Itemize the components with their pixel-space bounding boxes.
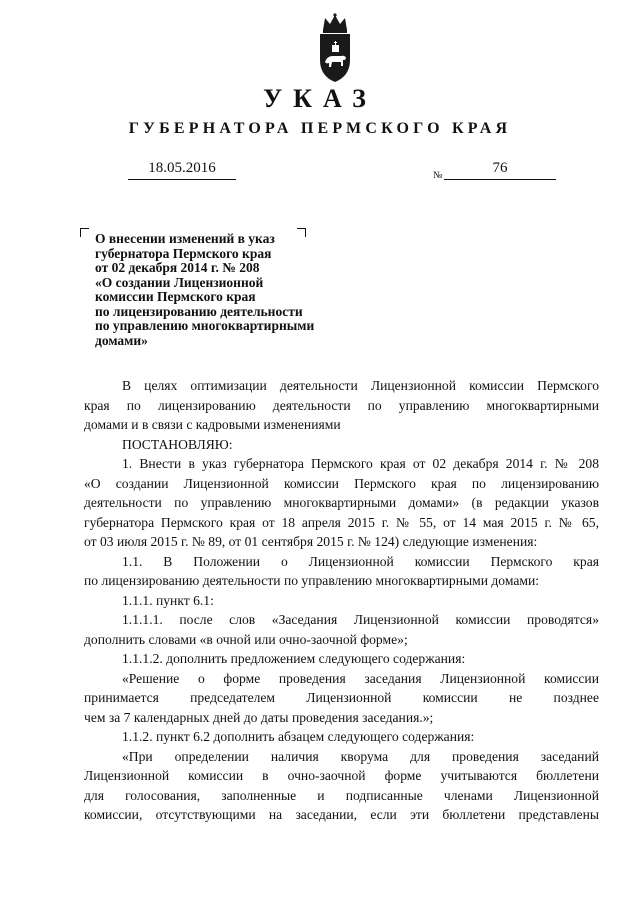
heading-line: домами» (95, 332, 148, 348)
body-line: для голосования, заполненные и подписанные членами Лицензионной (84, 787, 599, 803)
body-line: по лицензированию деятельности по управлению многоквартирными домами: (84, 573, 540, 588)
body-line: 1.1.1.2. дополнить предложением следующего содержания: (122, 651, 466, 666)
body-line: деятельности по управлению многоквартирными домами» (в редакции указов (84, 495, 599, 510)
body-line: Лицензионной комиссии в очно-заочной форме учитываются бюллетени (84, 768, 599, 783)
body-line: комиссии, отсутствующими на заседании, если эти бюллетени представлены (84, 807, 599, 822)
body-line: 1.1. В Положении о Лицензионной комиссии Пермского края (122, 553, 599, 569)
coat-of-arms-icon (315, 12, 355, 84)
document-heading (95, 232, 355, 348)
body-line: губернатора Пермского края от 18 апреля 2015 г. № 55, от 14 мая 2015 г. № 65, (84, 514, 599, 530)
heading-line: комиссии Пермского края (95, 289, 256, 304)
body-line: 1.1.1.1. после слов «Заседания Лицензионной комиссии проводятся» (122, 612, 599, 627)
body-line: чем за 7 календарных дней до даты проведения заседания.»; (84, 709, 434, 725)
document-number: 76 (444, 160, 556, 180)
heading-line: по лицензированию деятельности (95, 303, 303, 319)
body-line: «При определении наличия кворума для проведения заседаний (122, 748, 599, 764)
document-body (84, 376, 599, 825)
body-line: дополнить словами «в очной или очно-заочной форме»; (84, 631, 408, 647)
body-line: принимается председателем Лицензионной комиссии не позднее (84, 690, 599, 705)
body-line: В целях оптимизации деятельности Лицензионной комиссии Пермского (122, 378, 599, 393)
heading-line: от 02 декабря 2014 г. № 208 (95, 260, 260, 275)
body-line: 1.1.1. пункт 6.1: (122, 592, 214, 608)
body-line: края по лицензированию деятельности по управлению многоквартирными (84, 397, 599, 413)
document-title: УКАЗ (263, 84, 377, 113)
body-line: «Решение о форме проведения заседания Лицензионной комиссии (122, 670, 599, 686)
body-line: домами и в связи с кадровыми изменениями (84, 417, 341, 432)
body-line: от 03 июля 2015 г. № 89, от 01 сентября 2015 г. № 124) следующие изменения: (84, 534, 538, 549)
body-line: 1. Внести в указ губернатора Пермского края от 02 декабря 2014 г. № 208 (122, 456, 599, 471)
heading-line: губернатора Пермского края (95, 245, 272, 261)
number-sign: № (433, 170, 443, 181)
body-line: 1.1.2. пункт 6.2 дополнить абзацем следующего содержания: (122, 729, 475, 744)
document-subtitle: ГУБЕРНАТОРА ПЕРМСКОГО КРАЯ (128, 120, 512, 137)
heading-line: О внесении изменений в указ (95, 231, 275, 246)
body-line: ПОСТАНОВЛЯЮ: (122, 436, 233, 452)
body-line: «О создании Лицензионной комиссии Пермского края по лицензированию (84, 475, 599, 491)
document-date: 18.05.2016 (128, 160, 236, 180)
heading-bracket-left (80, 228, 89, 237)
heading-line: по управлению многоквартирными (95, 318, 315, 333)
heading-line: «О создании Лицензионной (95, 274, 264, 290)
